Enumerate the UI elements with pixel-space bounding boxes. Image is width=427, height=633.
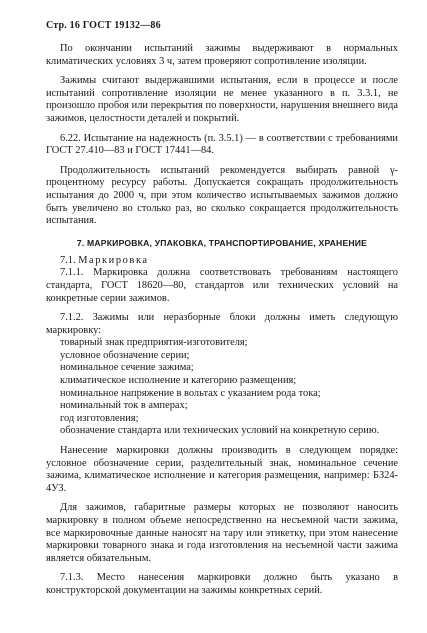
document-body xyxy=(46,43,398,598)
paragraph: Зажимы считают выдержавшими испытания, если в процессе и после испытаний сопротивление изоляции не менее указанного в п. 3.3.1, не произошло пробоя или перекрытия по поверхности, нарушения внешнего вида зажимов, целостности деталей и покрытий. xyxy=(46,75,398,124)
section-heading: 7. МАРКИРОВКА, УПАКОВКА, ТРАНСПОРТИРОВАНИЕ, ХРАНЕНИЕ xyxy=(76,237,368,248)
paragraph: 7.1.2. Зажимы или неразборные блоки должны иметь следующую маркировку: xyxy=(46,312,398,336)
paragraph: По окончании испытаний зажимы выдерживают в нормальных климатических условиях 3 ч, затем проверяют сопротивление изоляции. xyxy=(46,43,398,67)
paragraph-gap xyxy=(46,158,398,165)
paragraph-gap xyxy=(46,565,398,572)
paragraph-gap xyxy=(46,305,398,312)
list-item: номинальный ток в амперах; xyxy=(60,400,188,412)
subsection-title: Маркировка xyxy=(78,254,149,266)
document-page xyxy=(46,20,398,598)
list-item: товарный знак предприятия-изготовителя; xyxy=(60,337,248,349)
paragraph-gap xyxy=(46,438,398,445)
page-header: Стр. 16 ГОСТ 19132—86 xyxy=(46,20,161,31)
list-item: номинальное сечение зажима; xyxy=(60,362,194,374)
paragraph-gap xyxy=(46,68,398,75)
list-item: климатическое исполнение и категорию размещения; xyxy=(60,375,297,387)
paragraph: Продолжительность испытаний рекомендуется выбирать равной γ-процентному ресурсу работы. Допускается сокращать продолжительность испытания до 2000 ч, при этом количество испытываемых зажимов должно быть увеличено во столько раз, во сколько сокращается продолжительность испытания. xyxy=(46,164,398,227)
list-item: условное обозначение серии; xyxy=(60,349,190,361)
subsection-heading xyxy=(46,255,398,268)
subsection-number: 7.1. xyxy=(60,254,79,266)
list-item: обозначение стандарта или технических условий на конкретную серию. xyxy=(60,425,380,437)
paragraph-gap xyxy=(46,495,398,502)
paragraph: 7.1.3. Место нанесения маркировки должно быть указано в конструкторской документации на зажимы конкретных серий. xyxy=(46,572,398,596)
paragraph: 6.22. Испытание на надежность (п. 3.5.1) — в соответствии с требованиями ГОСТ 27.410—83 и ГОСТ 17441—84. xyxy=(46,132,398,157)
list-item: год изготовления; xyxy=(60,412,139,424)
paragraph: 7.1.1. Маркировка должна соответствовать требованиям настоящего стандарта, ГОСТ 18620—80, стандартов или технических условий на конкретные серии зажимов. xyxy=(46,267,398,304)
paragraph: Нанесение маркировки должны производить в следующем порядке: условное обозначение серии, разделительный знак, номинальное сечение зажима, климатическое исполнение и категория размещения, например: БЗ24-4УЗ. xyxy=(46,445,398,494)
list-item: номинальное напряжение в вольтах с указанием рода тока; xyxy=(60,387,321,399)
paragraph: Для зажимов, габаритные размеры которых не позволяют наносить маркировку в полном объеме непосредственно на несъемной части зажима, все маркировочные данные наносят на тару или этикетку, при этом нанесение маркировки товарного знака и года изготовления на несъемной части зажима является обязательным. xyxy=(46,502,398,564)
paragraph-gap xyxy=(46,126,398,133)
